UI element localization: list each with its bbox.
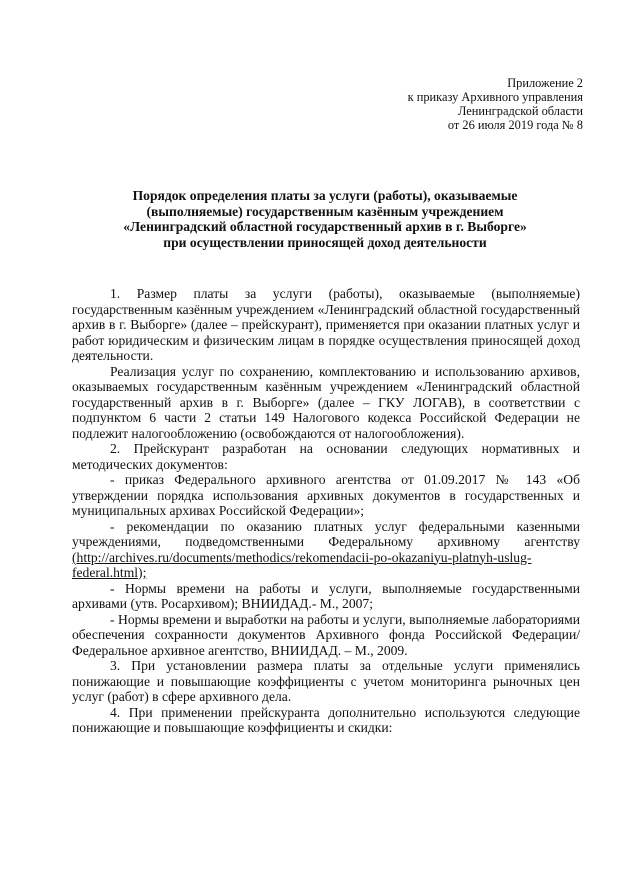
appendix-header [363,76,583,132]
paragraph-6: - Нормы времени на работы и услуги, выполняемые государственными архивами (утв. Росархивом); ВНИИДАД.- М., 2007; [72,580,580,611]
appendix-line: Ленинградской области [457,104,583,118]
appendix-line: от 26 июля 2019 года № 8 [447,118,583,132]
paragraph-5 [72,519,580,581]
title-line: при осуществлении приносящей доход деятельности [163,234,487,250]
title-line: (выполняемые) государственным казённым учреждением [146,203,504,219]
appendix-line: Приложение 2 [507,76,583,90]
title-line: Порядок определения платы за услуги (работы), оказываемые [132,188,518,203]
archives-link[interactable]: (http://archives.ru/documents/methodics/rekomendacii-po-okazaniyu-platnyh-uslug-federal.html); [72,549,532,580]
paragraph-3: 2. Прейскурант разработан на основании следующих нормативных и методических документов: [72,441,580,472]
appendix-line: к приказу Архивного управления [407,90,583,104]
paragraph-4: - приказ Федерального архивного агентства от 01.09.2017 № 143 «Об утверждении порядка использования архивных документов в государственных и муниципальных архивах Российской Федерации»; [72,472,580,518]
paragraph-1: 1. Размер платы за услуги (работы), оказываемые (выполняемые) государственным казённым учреждением «Ленинградский областной государственный архив в г. Выборге» (далее – прейскурант), применяется при оказании платных услуг и работ юридическим и физическим лицам в порядке осуществления приносящей доход деятельности. [72,286,580,363]
title-line: «Ленинградский областной государственный архив в г. Выборге» [123,219,527,235]
paragraph-9: 4. При применении прейскуранта дополнительно используются следующие понижающие и повышающие коэффициенты и скидки: [72,704,580,735]
document-body [72,286,580,736]
document-title [70,188,580,250]
paragraph-7: - Нормы времени и выработки на работы и услуги, выполняемые лабораториями обеспечения сохранности документов Архивного фонда Российской Федерации/Федеральное архивное агентство, ВНИИДАД. – М., 2009. [72,611,580,658]
paragraph-2: Реализация услуг по сохранению, комплектованию и использованию архивов, оказываемых государственным казённым учреждением «Ленинградский областной государственный архив в г. Выборге» (далее – ГКУ ЛОГАВ), в соответствии с подпунктом 6 части 2 статьи 149 Налогового кодекса Российской Федерации не подлежит налогообложению (освобождаются от налогообложения). [72,363,580,441]
paragraph-8: 3. При установлении размера платы за отдельные услуги применялись понижающие и повышающие коэффициенты с учетом мониторинга рыночных цен услуг (работ) в сфере архивного дела. [72,658,580,704]
paragraph-5-text: - рекомендации по оказанию платных услуг федеральными казенными учреждениями, подведомственными Федеральному архивному агентству [72,518,580,549]
